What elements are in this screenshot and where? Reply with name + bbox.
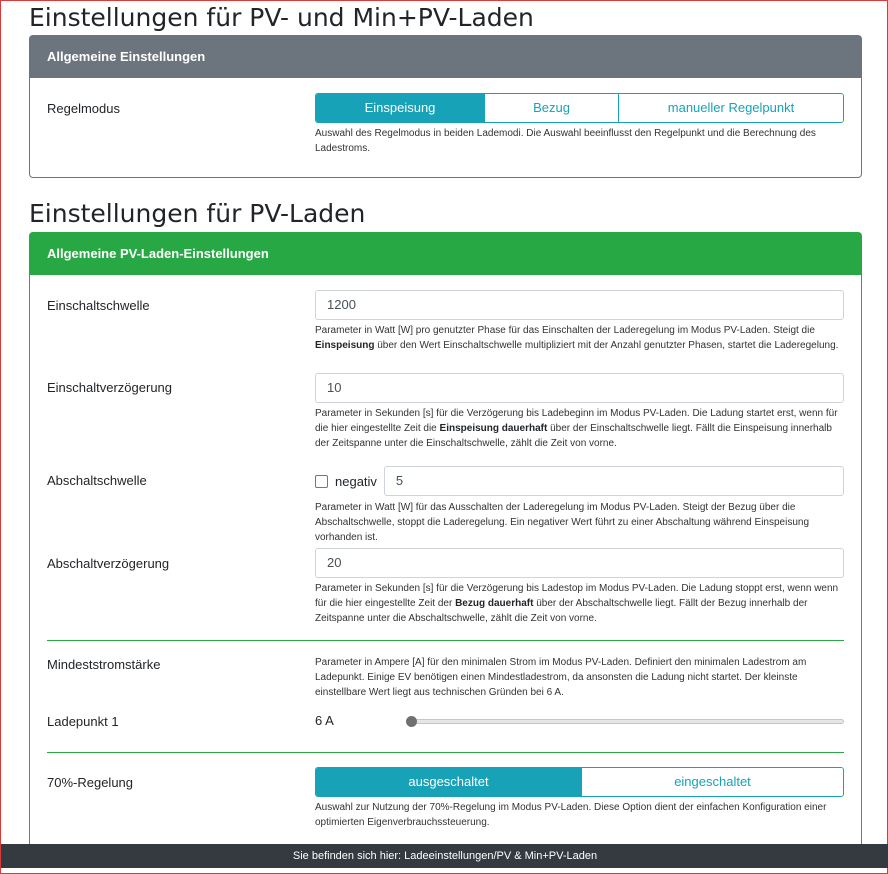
abschaltverzoegerung-input[interactable]: 20 <box>315 548 844 578</box>
abschaltverzoegerung-label: Abschaltverzögerung <box>47 556 170 571</box>
negativ-checkbox-label[interactable]: negativ <box>335 473 377 489</box>
card-header-general: Allgemeine Einstellungen <box>30 36 861 78</box>
regelung70-help: Auswahl zur Nutzung der 70%-Regelung im Modus PV-Laden. Diese Option dient der einfachen Konfiguration einer optimierten Eigenverbrauchssteuerung. <box>315 802 827 828</box>
regelmodus-option-einspeisung[interactable]: Einspeisung <box>316 94 484 122</box>
regelmodus-control <box>315 93 844 156</box>
footer-breadcrumb: Sie befinden sich hier: Ladeeinstellungen/PV & Min+PV-Laden <box>1 844 888 868</box>
einschaltverzoegerung-help: Parameter in Sekunden [s] für die Verzögerung bis Ladebeginn im Modus PV-Laden. Die Ladung startet erst, wenn für die hier eingestellte Zeit die Einspeisung dauerhaft über der Einschaltschwelle liegt. Fällt die Einspeisung innerhalb der Zeitspanne unter die Einschaltschwelle, zählt die Zeit von vorne. <box>315 408 838 449</box>
negativ-checkbox[interactable] <box>315 475 328 488</box>
regelung70-option-ein[interactable]: eingeschaltet <box>581 768 843 796</box>
mindeststrom-help-wrap <box>315 655 844 700</box>
abschaltschwelle-input[interactable]: 5 <box>384 466 844 496</box>
ladepunkt-1-slider-track[interactable] <box>411 719 844 724</box>
ladepunkt-1-slider-thumb[interactable] <box>406 716 417 727</box>
regelung70-control <box>315 767 844 830</box>
einschaltschwelle-input[interactable]: 1200 <box>315 290 844 320</box>
ladepunkt-1-value: 6 A <box>315 713 334 728</box>
mindeststrom-label: Mindeststromstärke <box>47 657 161 672</box>
page-title-pv-minpv: Einstellungen für PV- und Min+PV-Laden <box>29 3 534 32</box>
separator <box>47 640 844 641</box>
ladepunkt-1-slider-wrap <box>315 711 844 731</box>
abschaltverzoegerung-help: Parameter in Sekunden [s] für die Verzögerung bis Ladestop im Modus PV-Laden. Die Ladung stoppt erst, wenn wenn für die hier eingestellte Zeit der Bezug dauerhaft über der Abschaltschwelle liegt. Fällt der Bezug innerhalb der Zeitspanne unter die Abschaltschwelle, zählt die Zeit von vorne. <box>315 583 839 624</box>
regelung70-button-group <box>315 767 844 797</box>
regelmodus-option-bezug[interactable]: Bezug <box>484 94 618 122</box>
page-title-pv: Einstellungen für PV-Laden <box>29 199 366 228</box>
einschaltschwelle-label: Einschaltschwelle <box>47 298 150 313</box>
regelmodus-label: Regelmodus <box>47 101 120 116</box>
einschaltverzoegerung-input[interactable]: 10 <box>315 373 844 403</box>
card-header-pv: Allgemeine PV-Laden-Einstellungen <box>30 233 861 275</box>
regelmodus-option-manuell[interactable]: manueller Regelpunkt <box>618 94 843 122</box>
separator <box>47 752 844 753</box>
einschaltschwelle-help: Parameter in Watt [W] pro genutzter Phase für das Einschalten der Laderegelung im Modus PV-Laden. Steigt die Einspeisung über den Wert Einschaltschwelle multipliziert mit der Anzahl genutzter Phasen, startet die Laderegelung. <box>315 325 839 351</box>
regelmodus-help: Auswahl des Regelmodus in beiden Lademodi. Die Auswahl beeinflusst den Regelpunkt und die Berechnung des Ladestroms. <box>315 128 816 154</box>
abschaltschwelle-row <box>315 465 844 497</box>
card-general-settings <box>29 35 862 178</box>
einschaltschwelle-control <box>315 290 844 353</box>
card-pv-settings <box>29 232 862 852</box>
regelmodus-button-group <box>315 93 844 123</box>
abschaltschwelle-label: Abschaltschwelle <box>47 473 147 488</box>
regelung70-label: 70%-Regelung <box>47 775 134 790</box>
regelung70-option-aus[interactable]: ausgeschaltet <box>316 768 581 796</box>
einschaltverzoegerung-label: Einschaltverzögerung <box>47 380 173 395</box>
ladepunkt-1-label: Ladepunkt 1 <box>47 714 119 729</box>
abschaltschwelle-help: Parameter in Watt [W] für das Ausschalten der Laderegelung im Modus PV-Laden. Steigt der Bezug über die Abschaltschwelle, stoppt die Laderegelung. Ein negativer Wert führt zu einer Abschaltung während Einspeisung vorhanden ist. <box>315 502 810 543</box>
abschaltverzoegerung-control <box>315 548 844 626</box>
mindeststrom-help: Parameter in Ampere [A] für den minimalen Strom im Modus PV-Laden. Definiert den minimalen Ladestrom am Ladepunkt. Einige EV benötigen einen Mindestladestrom, da ansonsten die Ladung nicht startet. Der kleinste einstellbare Wert liegt aus technischen Gründen bei 6 A. <box>315 657 807 698</box>
abschaltschwelle-control <box>315 465 844 545</box>
einschaltverzoegerung-control <box>315 373 844 451</box>
